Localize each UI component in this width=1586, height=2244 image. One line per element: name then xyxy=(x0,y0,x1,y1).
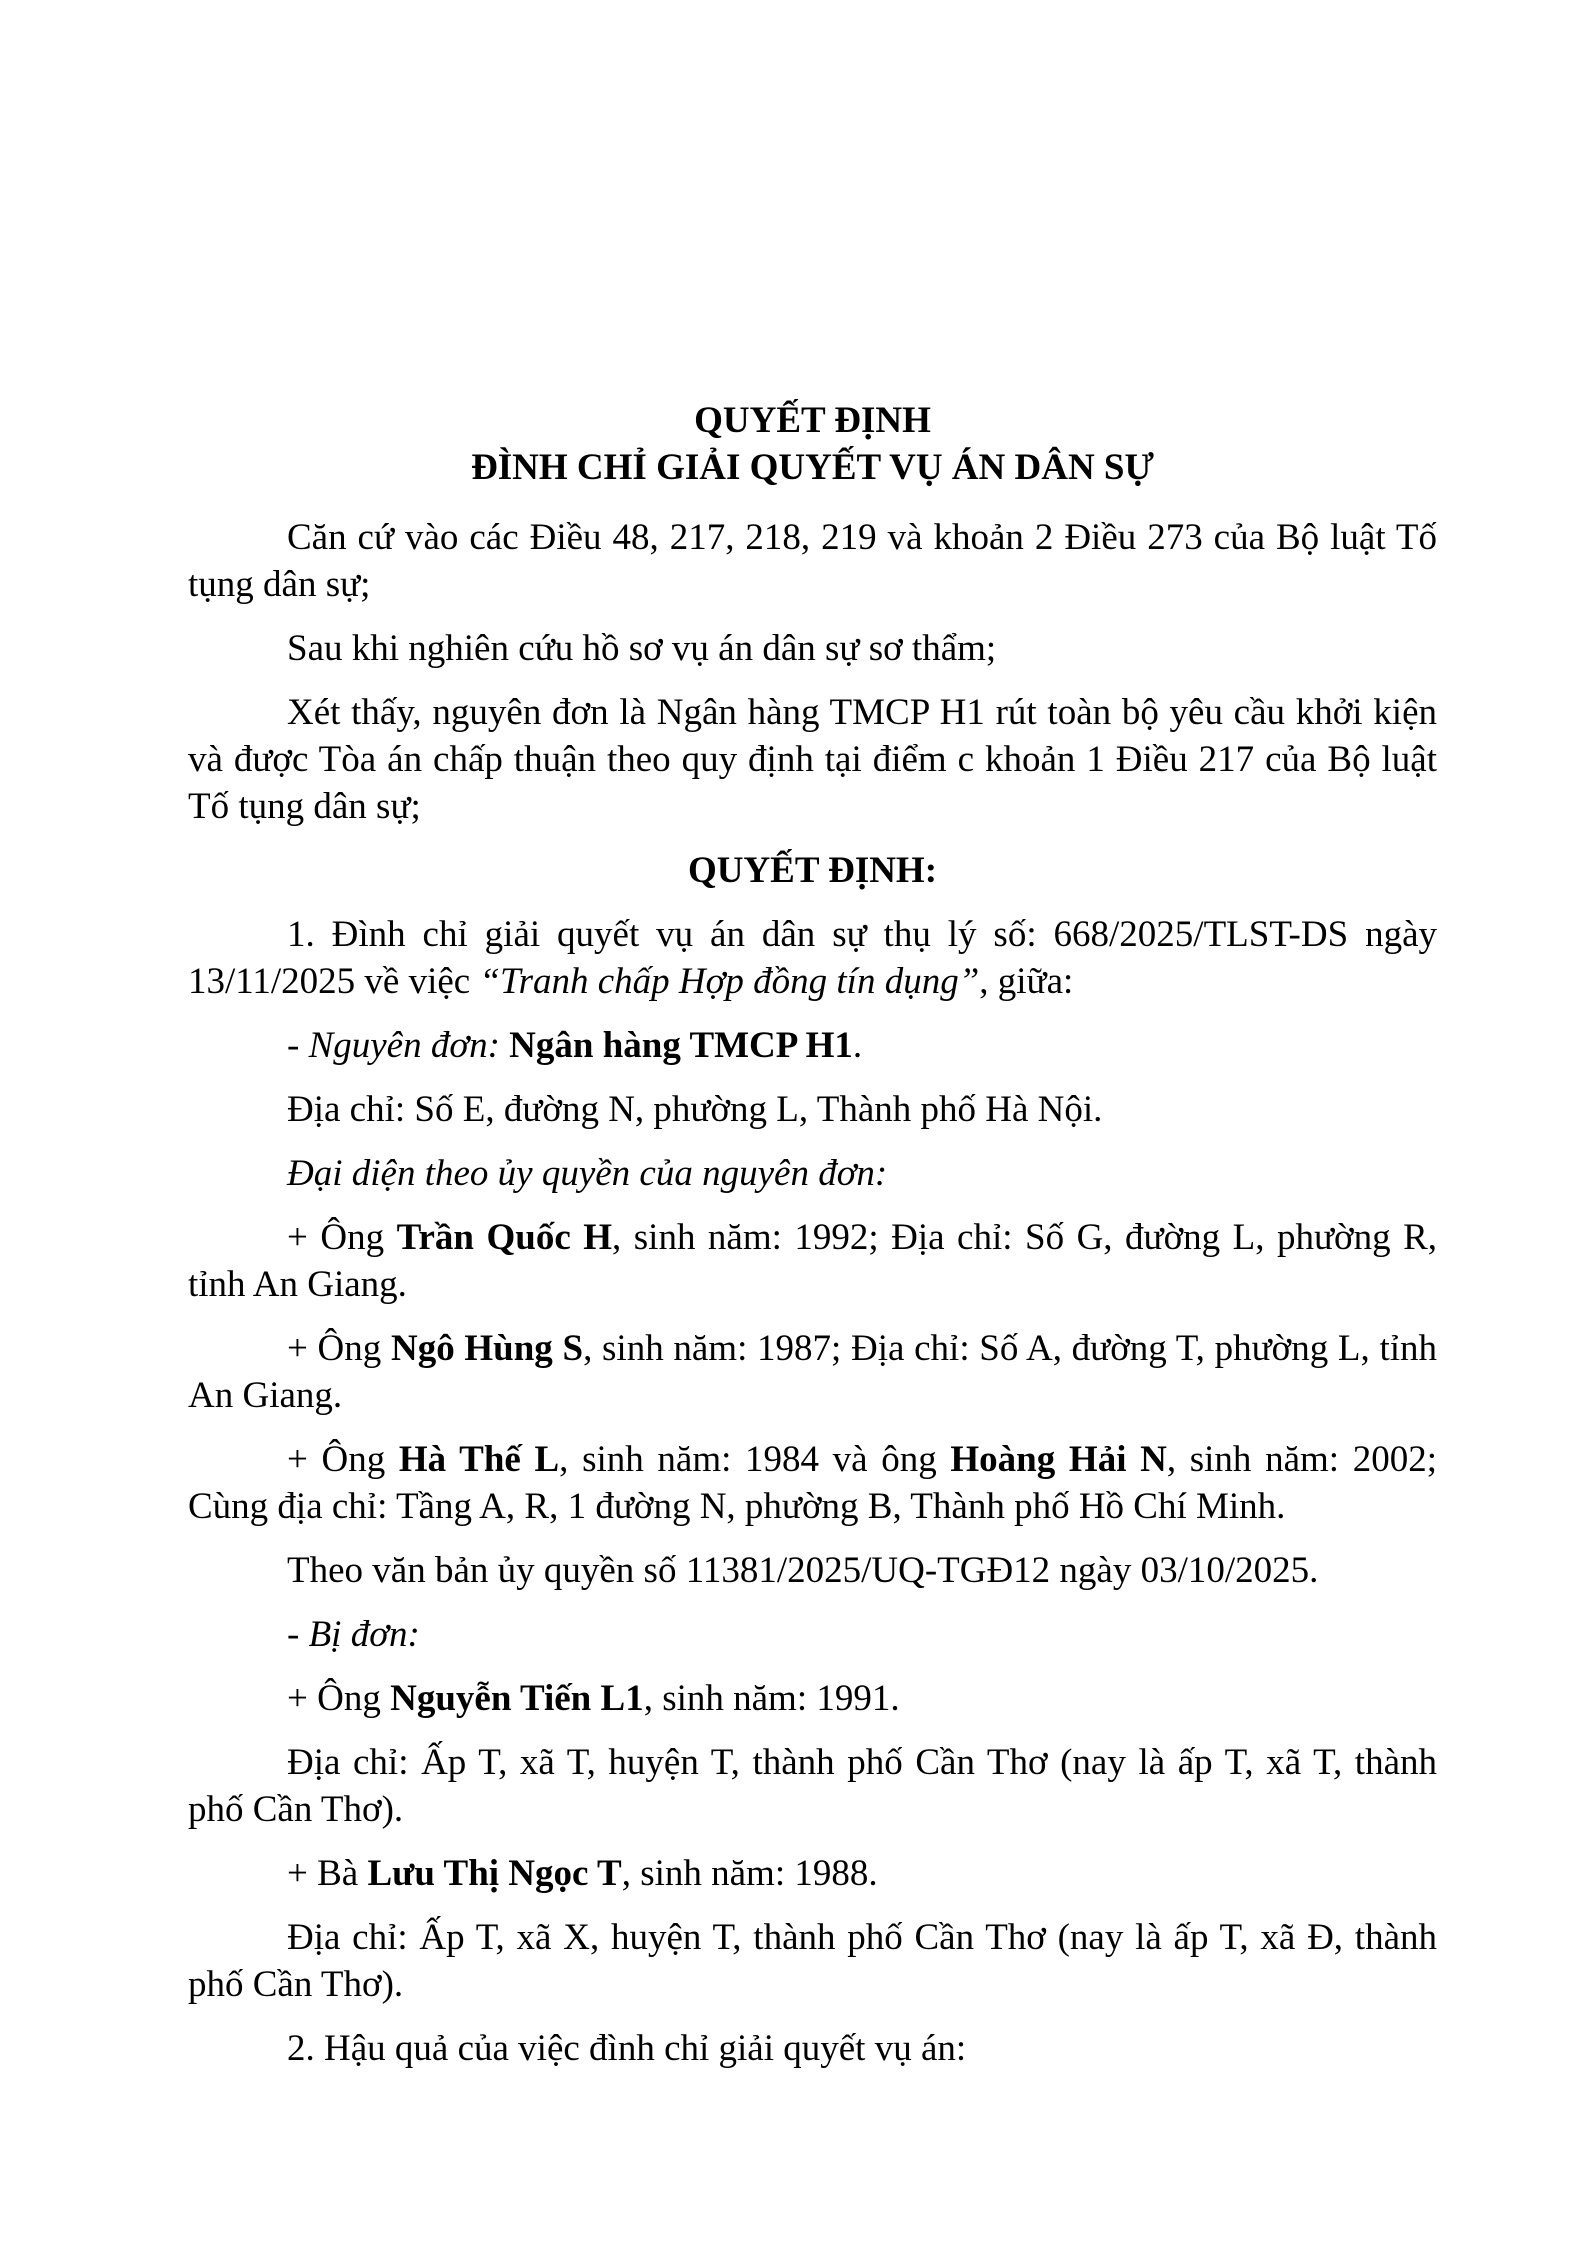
paragraph xyxy=(188,1675,1437,1722)
text-run: Căn cứ vào các Điều 48, 217, 218, 219 và khoản 2 Điều 273 của Bộ luật Tố tụng dân sự; xyxy=(188,517,1437,605)
paragraph xyxy=(188,2025,1437,2072)
text-run: + Ông xyxy=(287,1328,391,1369)
text-run: Sau khi nghiên cứu hồ sơ vụ án dân sự sơ thẩm; xyxy=(287,628,997,669)
text-run: Địa chỉ: Ấp T, xã X, huyện T, thành phố Cần Thơ (nay là ấp T, xã Đ, thành phố Cần Thơ). xyxy=(188,1917,1437,2005)
text-run: Xét thấy, nguyên đơn là Ngân hàng TMCP H1 rút toàn bộ yêu cầu khởi kiện và được Tòa án chấp thuận theo quy định tại điểm c khoản 1 Điều 217 của Bộ luật Tố tụng dân sự; xyxy=(188,692,1437,827)
paragraph xyxy=(188,1022,1437,1069)
section-heading xyxy=(188,847,1437,894)
paragraph xyxy=(188,1325,1437,1419)
text-run: - Bị đơn: xyxy=(287,1614,420,1655)
text-run: + Ông xyxy=(287,1217,397,1258)
document-body xyxy=(188,514,1437,2072)
text-run: Ngân hàng TMCP H1 xyxy=(509,1025,853,1066)
paragraph xyxy=(188,625,1437,672)
paragraph xyxy=(188,1914,1437,2008)
paragraph xyxy=(188,1086,1437,1133)
text-run: , giữa: xyxy=(979,961,1074,1002)
text-run: , sinh năm: 1991. xyxy=(643,1678,900,1719)
text-run: , sinh năm: 1988. xyxy=(621,1853,878,1894)
text-run: . xyxy=(852,1025,863,1066)
paragraph xyxy=(188,1739,1437,1833)
text-run: , sinh năm: 1984 và ông xyxy=(559,1439,951,1480)
paragraph xyxy=(188,514,1437,608)
text-run: Lưu Thị Ngọc T xyxy=(367,1853,622,1894)
paragraph xyxy=(188,1611,1437,1658)
text-run: Trần Quốc H xyxy=(396,1217,613,1258)
paragraph xyxy=(188,1436,1437,1530)
text-run: QUYẾT ĐỊNH: xyxy=(687,850,938,891)
paragraph xyxy=(188,689,1437,830)
text-run: Địa chỉ: Số E, đường N, phường L, Thành phố Hà Nội. xyxy=(287,1089,1103,1130)
text-run: , sinh năm: 1987; Địa chỉ: Số A, đường T, phường L, tỉnh An Giang. xyxy=(188,1328,1438,1416)
document-title-line-1: QUYẾT ĐỊNH xyxy=(694,400,931,441)
text-run: Nguyễn Tiến L1 xyxy=(390,1678,644,1719)
text-run: + Ông xyxy=(287,1439,399,1480)
document-title xyxy=(188,397,1437,491)
paragraph xyxy=(188,1150,1437,1197)
text-run: 2. Hậu quả của việc đình chỉ giải quyết vụ án: xyxy=(287,2028,967,2069)
text-run: Hà Thế L xyxy=(398,1439,560,1480)
text-run: Hoàng Hải N xyxy=(950,1439,1167,1480)
text-run: - Nguyên đơn: xyxy=(287,1025,510,1066)
paragraph xyxy=(188,1850,1437,1897)
text-run: , sinh năm: 2002; Cùng địa chỉ: Tầng A, R, 1 đường N, phường B, Thành phố Hồ Chí Minh. xyxy=(188,1439,1437,1527)
text-run: 1. Đình chỉ giải quyết vụ án dân sự thụ lý số: 668/2025/TLST-DS ngày 13/11/2025 về việc xyxy=(188,914,1437,1002)
text-run: + Ông xyxy=(287,1678,391,1719)
text-run: Ngô Hùng S xyxy=(390,1328,584,1369)
text-run: “Tranh chấp Hợp đồng tín dụng” xyxy=(479,961,980,1002)
text-run: Đại diện theo ủy quyền của nguyên đơn: xyxy=(287,1153,888,1194)
document-title-line-2: ĐÌNH CHỈ GIẢI QUYẾT VỤ ÁN DÂN SỰ xyxy=(471,447,1154,488)
text-run: Theo văn bản ủy quyền số 11381/2025/UQ-TGĐ12 ngày 03/10/2025. xyxy=(287,1550,1319,1591)
text-run: Địa chỉ: Ấp T, xã T, huyện T, thành phố Cần Thơ (nay là ấp T, xã T, thành phố Cần Thơ). xyxy=(188,1742,1437,1830)
paragraph xyxy=(188,1547,1437,1594)
text-run: , sinh năm: 1992; Địa chỉ: Số G, đường L, phường R, tỉnh An Giang. xyxy=(188,1217,1437,1305)
paragraph xyxy=(188,911,1437,1005)
text-run: + Bà xyxy=(287,1853,368,1894)
paragraph xyxy=(188,1214,1437,1308)
